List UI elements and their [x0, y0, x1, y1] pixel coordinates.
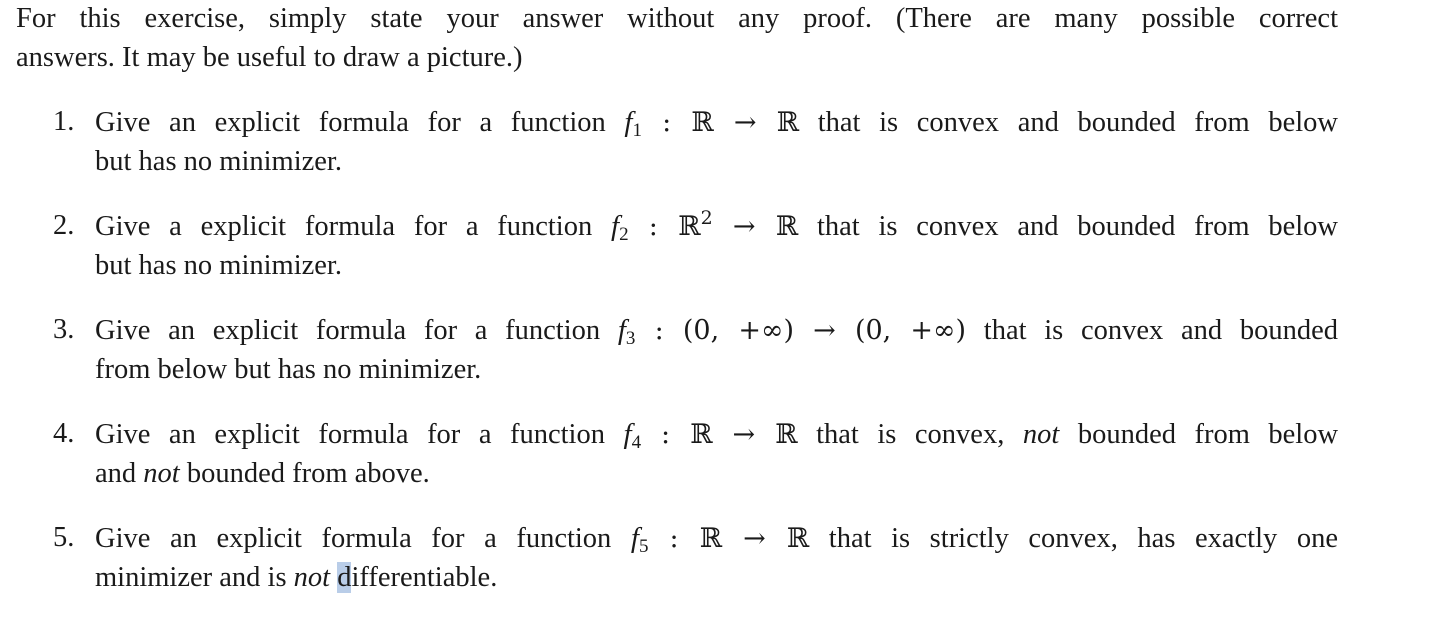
function-mapping: : ℝ → ℝ — [641, 419, 798, 450]
question-item-1 — [16, 103, 1338, 181]
intro-line-2: answers. It may be useful to draw a picture.) — [16, 41, 523, 73]
function-symbol: f — [630, 522, 639, 554]
text-selection-highlight[interactable]: d — [337, 561, 352, 593]
emphasis-not: not — [1022, 419, 1060, 450]
question-number: 4. — [53, 418, 75, 449]
question-number: 1. — [53, 106, 75, 137]
question-line-2: from below but has no minimizer. — [95, 353, 482, 385]
function-mapping: : ℝ → ℝ — [648, 523, 810, 554]
function-symbol: f — [623, 418, 632, 450]
emphasis-not: not — [293, 561, 331, 593]
question-number: 3. — [53, 314, 75, 345]
question-item-4 — [16, 415, 1338, 493]
function-symbol: f — [611, 210, 620, 242]
question-line-2: but has no minimizer. — [95, 249, 342, 281]
question-line-1: Give a explicit formula for a function $f_2$ : ℝ$^2$ → ℝ that is convex and bounded from below — [95, 207, 1339, 245]
exercise-document — [16, 0, 1338, 623]
question-line-2: but has no minimizer. — [95, 145, 342, 177]
question-list — [16, 103, 1338, 597]
intro-line-1: For this exercise, simply state your answer without any proof. (There are many possible correct — [16, 3, 1338, 34]
question-line-1: Give an explicit formula for a function $f_4$ : ℝ → ℝ that is convex, not bounded from below — [95, 418, 1339, 453]
function-mapping: : ℝ$^2$ → ℝ — [628, 207, 799, 242]
function-mapping: : (0, +∞) → (0, +∞) — [635, 315, 967, 346]
function-symbol: f — [624, 106, 633, 138]
exercise-intro — [16, 0, 1338, 77]
question-item-2 — [16, 207, 1338, 285]
question-number: 2. — [53, 210, 75, 241]
function-mapping: : ℝ → ℝ — [641, 107, 800, 138]
question-item-5 — [16, 519, 1338, 597]
question-line-2: minimizer and is not differentiable. — [95, 561, 498, 593]
function-symbol: f — [617, 314, 626, 346]
question-item-3 — [16, 311, 1338, 389]
question-number: 5. — [53, 522, 75, 553]
question-line-1: Give an explicit formula for a function $f_1$ : ℝ → ℝ that is convex and bounded from below — [95, 106, 1338, 141]
question-line-1: Give an explicit formula for a function $f_5$ : ℝ → ℝ that is strictly convex, has exactly one — [95, 522, 1338, 557]
emphasis-not: not — [143, 457, 180, 489]
question-line-1: Give an explicit formula for a function $f_3$ : (0, +∞) → (0, +∞) that is convex and bounded — [95, 314, 1338, 349]
question-line-2: and not bounded from above. — [95, 457, 430, 489]
